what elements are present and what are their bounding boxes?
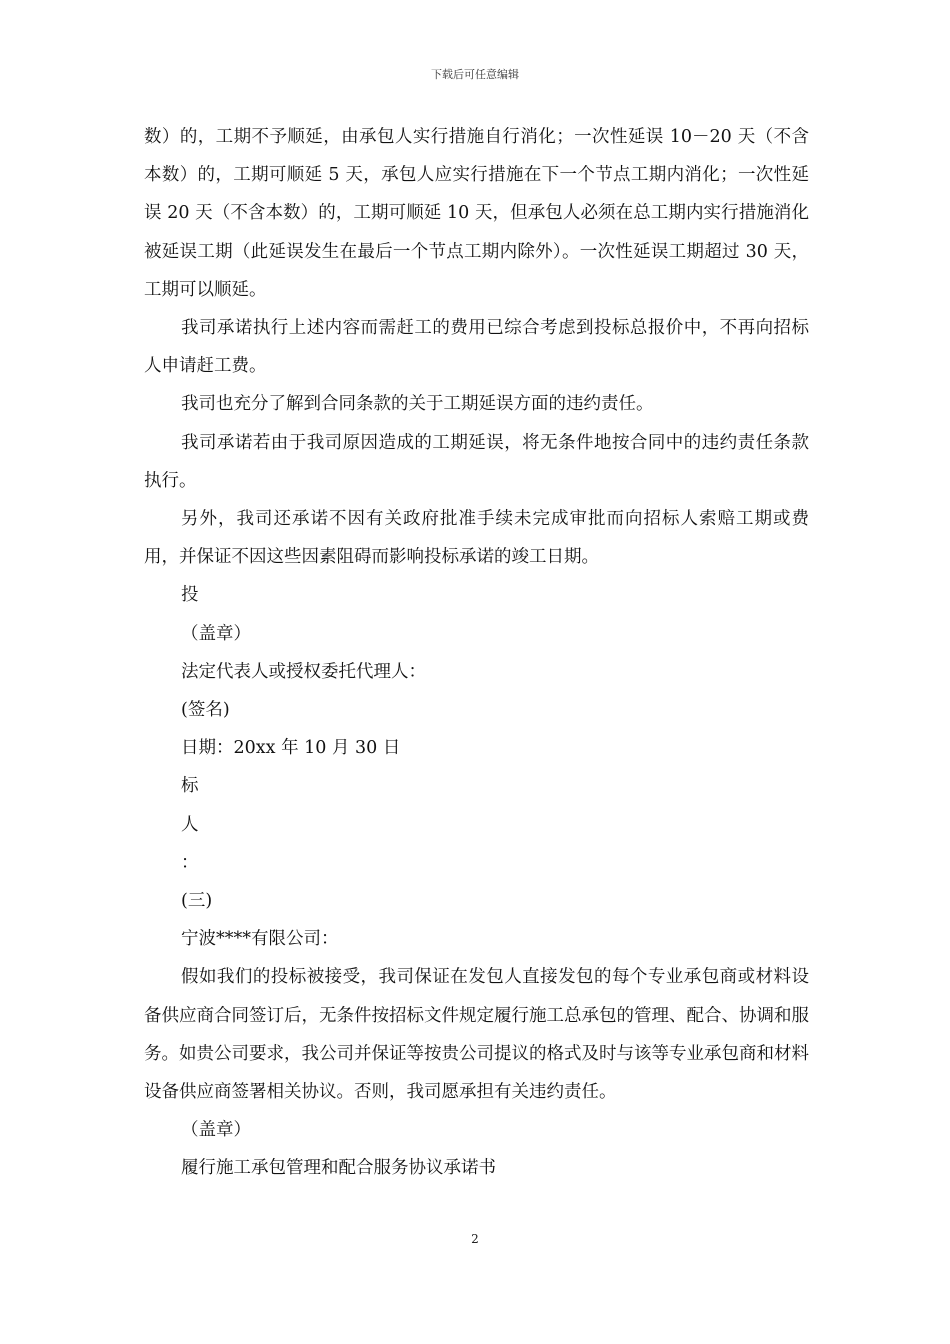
signature-label-tou: 投 xyxy=(181,585,199,606)
addressee: 宁波****有限公司： xyxy=(181,929,339,950)
signature-label-biao: 标 xyxy=(181,776,199,797)
paragraph-rush-cost: 我司承诺执行上述内容而需赶工的费用已综合考虑到投标总报价中，不再向招标人申请赶工费。 xyxy=(144,318,809,377)
paragraph-breach-commitment: 我司承诺若由于我司原因造成的工期延误，将无条件地按合同中的违约责任条款执行。 xyxy=(144,432,809,491)
signature-label: (签名) xyxy=(181,700,230,721)
representative-label: 法定代表人或授权委托代理人： xyxy=(181,661,426,682)
signature-label-ren: 人 xyxy=(181,814,199,835)
document-body xyxy=(144,118,809,1188)
date-line: 日期：20xx 年 10 月 30 日 xyxy=(181,738,401,759)
paragraph-no-claim: 另外，我司还承诺不因有关政府批准手续未完成审批而向招标人索赔工期或费用，并保证不因这些因素阻碍而影响投标承诺的竣工日期。 xyxy=(144,509,809,568)
paragraph-liability-awareness: 我司也充分了解到合同条款的关于工期延误方面的违约责任。 xyxy=(181,394,654,415)
page-number: 2 xyxy=(471,1232,479,1246)
section-number: (三) xyxy=(181,891,213,912)
document-title-line: 履行施工承包管理和配合服务协议承诺书 xyxy=(181,1158,496,1179)
paragraph-delay-terms: 数）的，工期不予顺延，由承包人实行措施自行消化；一次性延误 10－20 天（不含本数）的，工期可顺延 5 天，承包人应实行措施在下一个节点工期内消化；一次性延误 20 天（不含本数）的，工期可顺延 10 天，但承包人必须在总工期内实行措施消化被延误工期（此延误发生在最后一个节点工期内除外）。一次性延误工期超过 30 天，工期可以顺延。 xyxy=(144,127,809,300)
paragraph-management-commitment: 假如我们的投标被接受，我司保证在发包人直接发包的每个专业承包商或材料设备供应商合同签订后，无条件按招标文件规定履行施工总承包的管理、配合、协调和服务。如贵公司要求，我公司并保证等按贵公司提议的格式及时与该等专业承包商和材料设备供应商签署相关协议。否则，我司愿承担有关违约责任。 xyxy=(144,967,809,1103)
page-header: 下载后可任意编辑 xyxy=(431,68,519,81)
signature-colon: ： xyxy=(181,852,199,873)
seal-label-2: （盖章） xyxy=(181,1120,251,1141)
seal-label: （盖章） xyxy=(181,623,251,644)
